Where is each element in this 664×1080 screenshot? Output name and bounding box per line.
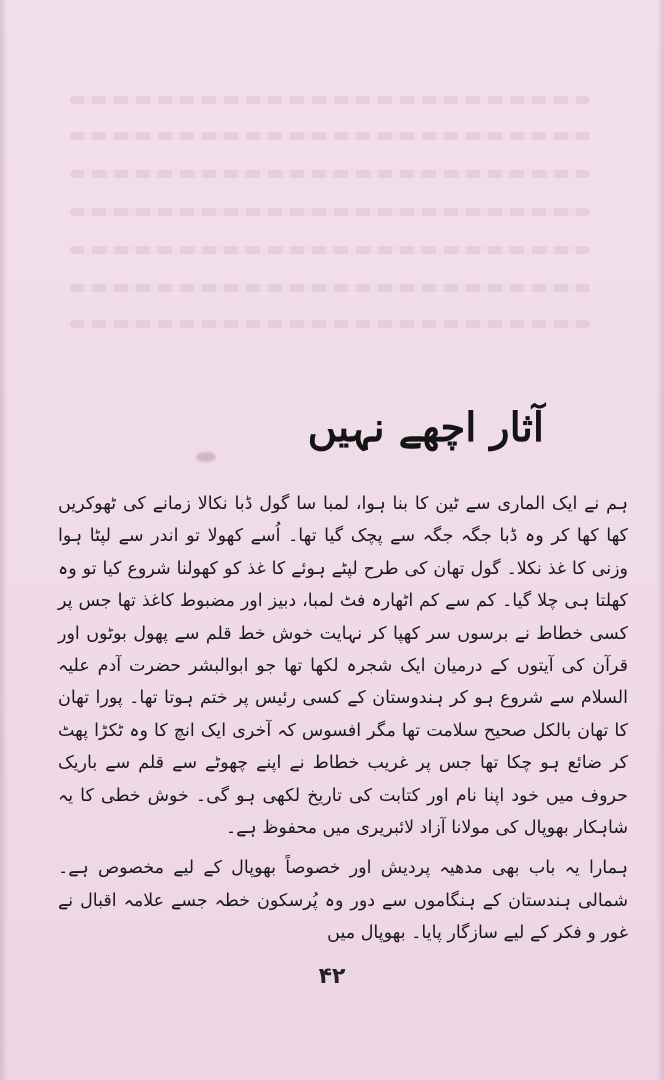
chapter-title: آثار اچھے نہیں (307, 404, 544, 451)
page-edge-left (0, 0, 8, 1080)
page-number: ۴۲ (318, 964, 346, 989)
body-text (58, 488, 628, 958)
page-edge-right (656, 0, 664, 1080)
bleed-through-line (70, 96, 590, 104)
bleed-through-line (70, 170, 590, 178)
bleed-through-line (70, 246, 590, 254)
bleed-through-line (70, 284, 590, 292)
paragraph: ہمارا یہ باب بھی مدھیہ پردیش اور خصوصاً بھوپال کے لیے مخصوص ہے۔ شمالی ہندستان کے ہنگاموں سے دور وہ پُرسکون خطہ جسے علامہ اقبال نے غور و فکر کے لیے سازگار پایا۔ بھوپال میں (58, 858, 628, 944)
paragraph: ہم نے ایک الماری سے ٹین کا بنا ہوا، لمبا سا گول ڈبا نکالا زمانے کی ٹھوکریں کھا کھا کر وہ ڈبا جگہ جگہ سے پچک گیا تھا۔ اُسے کھولا تو اندر سے لپٹا ہوا وزنی کا غذ نکلا۔ گول تھان کی طرح لپٹے ہوئے کا غذ کو کھولنا شروع کیا تو وہ کھلتا ہی چلا گیا۔ کم سے کم اٹھارہ فٹ لمبا، دبیز اور مضبوط کاغذ تھا جس پر کسی خطاط نے برسوں سر کھپا کر نہایت خوش خط قلم سے پھول بوٹوں اور قرآن کی آیتوں کے درمیان ایک شجرہ لکھا تھا جو ابوالبشر حضرت آدم علیہ السلام سے شروع ہو کر ہندوستان کے کسی رئیس پر ختم ہوتا تھا۔ پورا تھان کا تھان بالکل صحیح سلامت تھا مگر افسوس کہ آخری ایک انچ کا وہ ٹکڑا پھٹ کر ضائع ہو چکا تھا جس پر غریب خطاط نے اپنے چھوٹے سے قلم سے باریک حروف میں خود اپنا نام اور کتابت کی تاریخ لکھی ہو گی۔ خوش خطی کا یہ شاہکار بھوپال کی مولانا آزاد لائبریری میں محفوظ ہے۔ (58, 494, 628, 839)
bleed-through-line (70, 132, 590, 140)
ink-smudge (196, 452, 216, 462)
bleed-through-line (70, 208, 590, 216)
bleed-through-line (70, 320, 590, 328)
